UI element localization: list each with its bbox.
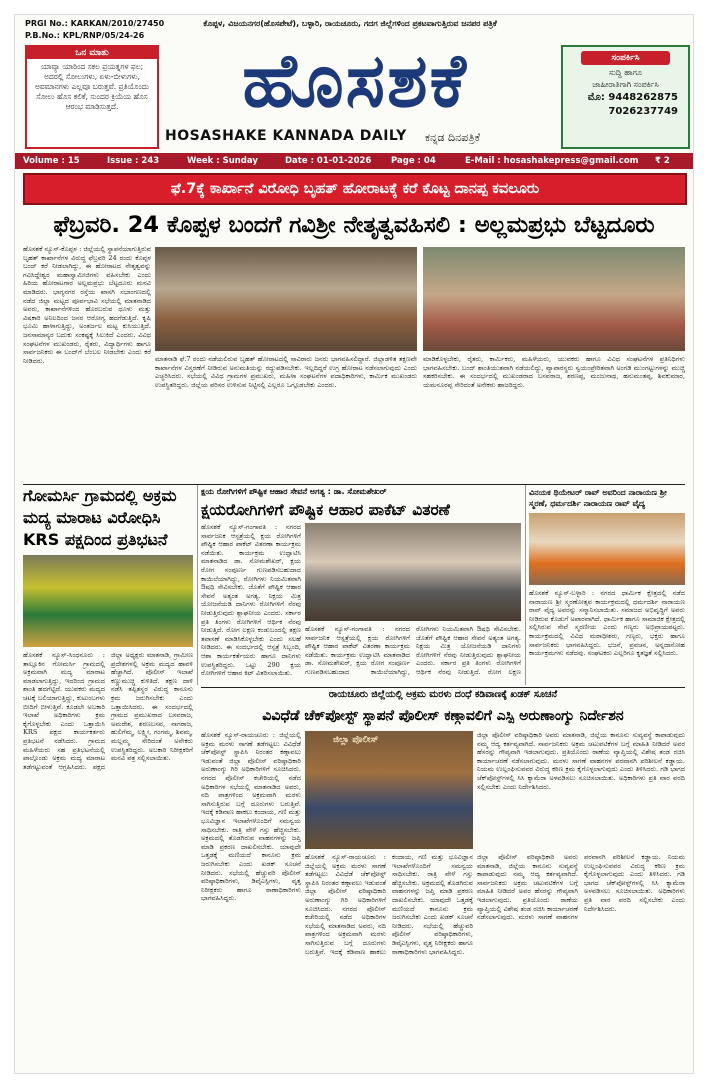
police-board-text: ಜಿಲ್ಲಾ ಪೊಲೀಸ್ [333, 735, 379, 745]
price: ₹ 2 [655, 156, 670, 166]
column-divider [197, 485, 198, 685]
masthead-title: ಹೊಸಶಕೆ [242, 38, 468, 124]
police-headline: ವಿವಿಧೆಡೆ ಚೆಕ್‌ಪೋಸ್ಟ್ ಸ್ಥಾಪನೆ ಪೊಲೀಸ್ ಕಣ್ಗಾವಲಿಗೆ ಎಸ್ಪಿ ಅರುಣಾಂಗ್ಶು ನಿರ್ದೇಶನ [262, 708, 624, 724]
column-divider [525, 485, 526, 685]
tb-story-continued: ಹೊಸಶಕೆ ನ್ಯೂಸ್-ಗಂಗಾವತಿ : ನಗರದ ಸಾರ್ವಜನಿಕ ಆಸ್ಪತ್ರೆಯಲ್ಲಿ ಕ್ಷಯ ರೋಗಿಗಳಿಗೆ ಪೌಷ್ಟಿಕ ಆಹಾರ ಪಾಕೆಟ್ ವಿತರಣಾ ಕಾರ್ಯಕ್ರಮ ನಡೆಯಿತು. ಕಾರ್ಯಕ್ರಮ ಉದ್ಘಾಟಿಸಿ ಮಾತನಾಡಿದ ಡಾ. ಸೋಮಶೇಖರ್, ಕ್ಷಯ ರೋಗ ಸಂಪೂರ್ಣ ಗುಣಪಡಿಸಬಹುದಾದ ಕಾಯಿಲೆಯಾಗಿದ್ದು, ರೋಗಿಗಳು ನಿಯಮಿತವಾಗಿ ಔಷಧಿ ಸೇವಿಸಬೇಕು. ಜೊತೆಗೆ ಪೌಷ್ಟಿಕ ಆಹಾರ ಸೇವನೆ ಅತ್ಯಂತ ಅಗತ್ಯ. ನಿಕ್ಷಯ ಮಿತ್ರ ಯೋಜನೆಯಡಿ ದಾನಿಗಳು ರೋಗಿಗಳಿಗೆ ನೆರವು ನೀಡುತ್ತಿರುವುದು ಶ್ಲಾಘನೀಯ ಎಂದರು. ಸರ್ಕಾರ ಪ್ರತಿ ತಿಂಗಳು ರೋಗಿಗಳಿಗೆ ಆರ್ಥಿಕ ನೆರವು ನೀಡುತ್ತಿದೆ. ರೋಗ ಲಕ್ಷಣ [305, 625, 521, 676]
lead-photo-stage [155, 247, 417, 351]
volume: Volume : 15 [23, 156, 80, 166]
police-story-col3: ಜಿಲ್ಲಾ ಪೊಲೀಸ್ ವರಿಷ್ಠಾಧಿಕಾರಿ ಅವರು ಮಾತನಾಡಿ, ಜಿಲ್ಲೆಯ ಕಾನೂನು ಸುವ್ಯವಸ್ಥೆ ಕಾಪಾಡುವುದು ನಮ್ಮ ಆದ್ಯ ಕರ್ತವ್ಯವಾಗಿದೆ. ಸಾರ್ವಜನಿಕರು ಅಕ್ರಮ ಚಟುವಟಿಕೆಗಳ ಬಗ್ಗೆ ಮಾಹಿತಿ ನೀಡಿದರೆ ಅವರ ಹೆಸರನ್ನು ಗೌಪ್ಯವಾಗಿ ಇಡಲಾಗುವುದು. ಪ್ರತಿಯೊಂದು ಠಾಣೆಯ ವ್ಯಾಪ್ತಿಯಲ್ಲಿ ವಿಶೇಷ ತಂಡ ರಚಿಸಿ ಕಾರ್ಯಾಚರಣೆ ನಡೆಸಲಾಗುವುದು. ಮರಳು ಸಾಗಣೆ ವಾಹನಗಳ ಪರವಾನಗಿ ಪರಿಶೀಲನೆ ಕಡ್ಡಾಯ. ನಿಯಮ ಉಲ್ಲಂಘಿಸುವವರ ವಿರುದ್ಧ ಕಠಿಣ ಕ್ರಮ ಕೈಗೊಳ್ಳಲಾಗುವುದು ಎಂದು ತಿಳಿಸಿದರು. ಗಡಿ ಭಾಗದ ಚೆಕ್‌ಪೋಸ್ಟ್‌ಗಳಲ್ಲಿ ಸಿಸಿ ಕ್ಯಾಮೆರಾ ಅಳವಡಿಸಲು ಸೂಚಿಸಲಾಯಿತು. ಅಧಿಕಾರಿಗಳು ಪ್ರತಿ ವಾರ ವರದಿ ಸಲ್ಲಿಸಬೇಕು ಎಂದು ನಿರ್ದೇಶಿಸಿದರು. [477, 853, 685, 922]
masthead-tagline: ಕನ್ನಡ ದಿನಪತ್ರಿಕೆ [425, 131, 481, 144]
date: Date : 01-01-2026 [285, 156, 372, 166]
district-strip: ಕೊಪ್ಪಳ, ವಿಜಯನಗರ(ಹೊಸಪೇಟೆ), ಬಳ್ಳಾರಿ, ರಾಯಚೂರು, ಗದಗ ಜಿಲ್ಲೆಗಳಿಂದ ಪ್ರಕಟವಾಗುತ್ತಿರುವ ಜನಪರ ಪತ್ರಿಕೆ [203, 19, 497, 28]
police-story-col2: ಹೊಸಶಕೆ ನ್ಯೂಸ್-ರಾಯಚೂರು : ಜಿಲ್ಲೆಯಲ್ಲಿ ಅಕ್ರಮ ಮರಳು ಸಾಗಣೆ ತಡೆಗಟ್ಟಲು ವಿವಿಧೆಡೆ ಚೆಕ್‌ಪೋಸ್ಟ್ ಸ್ಥಾಪಿಸಿ ನಿರಂತರ ಕಣ್ಗಾವಲು ಇಡುವಂತೆ ಜಿಲ್ಲಾ ಪೊಲೀಸ್ ವರಿಷ್ಠಾಧಿಕಾರಿ ಅರುಣಾಂಗ್ಶು ಗಿರಿ ಅಧಿಕಾರಿಗಳಿಗೆ ಸೂಚಿಸಿದರು. ನಗರದ ಪೊಲೀಸ್ ಕಚೇರಿಯಲ್ಲಿ ನಡೆದ ಅಧಿಕಾರಿಗಳ ಸಭೆಯಲ್ಲಿ ಮಾತನಾಡಿದ ಅವರು, ನದಿ ಪಾತ್ರಗಳಿಂದ ಅಕ್ರಮವಾಗಿ ಮರಳು ಸಾಗಿಸುತ್ತಿರುವ ಬಗ್ಗೆ ದೂರುಗಳು ಬರುತ್ತಿವೆ. ಇದಕ್ಕೆ ಕಡಿವಾಣ ಹಾಕಲು ಕಂದಾಯ, ಗಣಿ ಮತ್ತು ಭೂವಿಜ್ಞಾನ ಇಲಾಖೆಗಳೊಂದಿಗೆ ಸಮನ್ವಯ ಸಾಧಿಸಬೇಕು. ರಾತ್ರಿ ವೇಳೆ ಗಸ್ತು ಹೆಚ್ಚಿಸಬೇಕು. ಅಕ್ರಮದಲ್ಲಿ ತೊಡಗಿರುವ ವಾಹನಗಳನ್ನು ಜಪ್ತಿ ಮಾಡಿ ಪ್ರಕರಣ ದಾಖಲಿಸಬೇಕು. ಯಾವುದೇ ಒತ್ತಡಕ್ಕೆ ಮಣಿಯದೆ ಕಾನೂನು ಕ್ರಮ ಜರುಗಿಸಬೇಕು ಎಂದು ಖಡಕ್ ಸೂಚನೆ ನೀಡಿದರು. ಸಭೆಯಲ್ಲಿ ಹೆಚ್ಚುವರಿ ಪೊಲೀಸ್ ವರಿಷ್ಠಾಧಿಕಾರಿಗಳು, ಡಿವೈಎಸ್ಪಿಗಳು, ವೃತ್ತ ನಿರೀಕ್ಷಕರು ಹಾಗೂ ಠಾಣಾಧಿಕಾರಿಗಳು ಭಾಗವಹಿಸಿದ್ದರು. [305, 853, 473, 956]
quote-box-text: ಯಾವ್ಯಾ ಯಾರಿಂದ ಸಕಲ ಪ್ರಯತ್ನಗಳ ಫಲ; ಅದರಲ್ಲಿ ಸೋಲುಗಳು, ಏಳು-ಬೀಳುಗಳು, ಅವಮಾನಗಳು ಎಲ್ಲವೂ ಬರುತ್ತವೆ. ಪ್ರತಿಯೊಂದು ಸೋಲು ಹೊಸ ಕಲಿಕೆ, ಸುಂದರ ಕ್ರಿಯೆಯ ಹೊಸ ಆರಂಭ ಮಾಡಿಸುತ್ತದೆ. [34, 62, 150, 111]
week: Week : Sunday [187, 156, 258, 166]
right-story-headline: ವಿನಯಕ ಥಿಯೇಟರ್ ರಾವ್ ಅವರಿಂದ ನಾರಾಯಣ ಶ್ರೀ ಸ್ಮರಣೆ, ಧರ್ಮದರ್ಶಿ ನಾರಾಯಣ ರಾವ್ ವೈದ್ಯ [529, 488, 667, 508]
quote-box [25, 45, 159, 149]
email: E-Mail : hosashakepress@gmail.com [465, 156, 639, 166]
quote-box-title: ಒನ ಮಾತು [27, 47, 157, 59]
issue: Issue : 243 [107, 156, 160, 166]
police-story-col1: ಹೊಸಶಕೆ ನ್ಯೂಸ್-ರಾಯಚೂರು : ಜಿಲ್ಲೆಯಲ್ಲಿ ಅಕ್ರಮ ಮರಳು ಸಾಗಣೆ ತಡೆಗಟ್ಟಲು ವಿವಿಧೆಡೆ ಚೆಕ್‌ಪೋಸ್ಟ್ ಸ್ಥಾಪಿಸಿ ನಿರಂತರ ಕಣ್ಗಾವಲು ಇಡುವಂತೆ ಜಿಲ್ಲಾ ಪೊಲೀಸ್ ವರಿಷ್ಠಾಧಿಕಾರಿ ಅರುಣಾಂಗ್ಶು ಗಿರಿ ಅಧಿಕಾರಿಗಳಿಗೆ ಸೂಚಿಸಿದರು. ನಗರದ ಪೊಲೀಸ್ ಕಚೇರಿಯಲ್ಲಿ ನಡೆದ ಅಧಿಕಾರಿಗಳ ಸಭೆಯಲ್ಲಿ ಮಾತನಾಡಿದ ಅವರು, ನದಿ ಪಾತ್ರಗಳಿಂದ ಅಕ್ರಮವಾಗಿ ಮರಳು ಸಾಗಿಸುತ್ತಿರುವ ಬಗ್ಗೆ ದೂರುಗಳು ಬರುತ್ತಿವೆ. ಇದಕ್ಕೆ ಕಡಿವಾಣ ಹಾಕಲು ಕಂದಾಯ, ಗಣಿ ಮತ್ತು ಭೂವಿಜ್ಞಾನ ಇಲಾಖೆಗಳೊಂದಿಗೆ ಸಮನ್ವಯ ಸಾಧಿಸಬೇಕು. ರಾತ್ರಿ ವೇಳೆ ಗಸ್ತು ಹೆಚ್ಚಿಸಬೇಕು. ಅಕ್ರಮದಲ್ಲಿ ತೊಡಗಿರುವ ವಾಹನಗಳನ್ನು ಜಪ್ತಿ ಮಾಡಿ ಪ್ರಕರಣ ದಾಖಲಿಸಬೇಕು. ಯಾವುದೇ ಒತ್ತಡಕ್ಕೆ ಮಣಿಯದೆ ಕಾನೂನು ಕ್ರಮ ಜರುಗಿಸಬೇಕು ಎಂದು ಖಡಕ್ ಸೂಚನೆ ನೀಡಿದರು. ಸಭೆಯಲ್ಲಿ ಹೆಚ್ಚುವರಿ ಪೊಲೀಸ್ ವರಿಷ್ಠಾಧಿಕಾರಿಗಳು, ಡಿವೈಎಸ್ಪಿಗಳು, ವೃತ್ತ ನಿರೀಕ್ಷಕರು ಹಾಗೂ ಠಾಣಾಧಿಕಾರಿಗಳು ಭಾಗವಹಿಸಿದ್ದರು. [201, 731, 301, 903]
issue-info-bar [15, 153, 693, 169]
krs-story-body: ಹೊಸಶಕೆ ನ್ಯೂಸ್-ಸಿಂಧನೂರು : ತಾಲ್ಲೂಕಿನ ಗೋಮರ್ಸಿ ಗ್ರಾಮದಲ್ಲಿ ಅಕ್ರಮವಾಗಿ ಮದ್ಯ ಮಾರಾಟ ಮಾಡಲಾಗುತ್ತಿದ್ದು, ಇದರಿಂದ ಗ್ರಾಮದ ಶಾಂತಿ ಹದಗೆಟ್ಟಿದೆ. ಯುವಕರು ಮದ್ಯದ ಚಟಕ್ಕೆ ಬಲಿಯಾಗುತ್ತಿದ್ದು, ಕುಟುಂಬಗಳು ಬೀದಿಗೆ ಬೀಳುತ್ತಿವೆ. ಕೂಡಲೇ ಅಬಕಾರಿ ಇಲಾಖೆ ಅಧಿಕಾರಿಗಳು ಕ್ರಮ ಕೈಗೊಳ್ಳಬೇಕು ಎಂದು ಒತ್ತಾಯಿಸಿ KRS ಪಕ್ಷದ ಕಾರ್ಯಕರ್ತರು ಪ್ರತಿಭಟನೆ ನಡೆಸಿದರು. ಗ್ರಾಮದ ಮಹಿಳೆಯರು ಸಹ ಪ್ರತಿಭಟನೆಯಲ್ಲಿ ಪಾಲ್ಗೊಂಡು ಅಕ್ರಮ ಮದ್ಯ ಮಾರಾಟ ತಡೆಗಟ್ಟುವಂತೆ ಆಗ್ರಹಿಸಿದರು. ಪಕ್ಷದ ಜಿಲ್ಲಾ ಅಧ್ಯಕ್ಷರು ಮಾತನಾಡಿ, ಗ್ರಾಮೀಣ ಪ್ರದೇಶಗಳಲ್ಲಿ ಅಕ್ರಮ ಮದ್ಯದ ಹಾವಳಿ ಹೆಚ್ಚಾಗಿದೆ. ಪೊಲೀಸ್ ಇಲಾಖೆ ಕಣ್ಣುಮುಚ್ಚಿ ಕುಳಿತಿದೆ. ತಕ್ಷಣ ದಾಳಿ ನಡೆಸಿ ತಪ್ಪಿತಸ್ಥರ ವಿರುದ್ಧ ಕಾನೂನು ಕ್ರಮ ಜರುಗಿಸಬೇಕು ಎಂದು ಒತ್ತಾಯಿಸಿದರು. ಈ ಸಂದರ್ಭದಲ್ಲಿ ಗ್ರಾಮದ ಪ್ರಮುಖರಾದ ಬಸವರಾಜ, ಅಮರೇಶ, ಶರಣಬಸವ, ನಾಗರಾಜ, ಹುಲಿಗೆಮ್ಮ, ಲಕ್ಷ್ಮೀ, ಗಂಗಮ್ಮ, ಶಿವಮ್ಮ, ಮಲ್ಲಮ್ಮ ಸೇರಿದಂತೆ ಅನೇಕರು ಉಪಸ್ಥಿತರಿದ್ದರು. ಅಬಕಾರಿ ನಿರೀಕ್ಷಕರಿಗೆ ಮನವಿ ಪತ್ರ ಸಲ್ಲಿಸಲಾಯಿತು. [23, 651, 193, 771]
newspaper-page [14, 14, 694, 1074]
contact-line-1: ಸುದ್ದಿ ಹಾಗೂ [608, 68, 643, 77]
police-kicker: ರಾಯಚೂರು ಜಿಲ್ಲೆಯಲ್ಲಿ ಅಕ್ರಮ ಮರಳು ದಂಧೆ ಕಡಿವಾಣಕ್ಕೆ ಖಡಕ್ ಸೂಚನೆ [328, 689, 558, 700]
lead-photo-audience [423, 247, 685, 351]
right-story-body: ಹೊಸಶಕೆ ನ್ಯೂಸ್-ಬಳ್ಳಾರಿ : ನಗರದ ಧಾರ್ಮಿಕ ಕ್ಷೇತ್ರದಲ್ಲಿ ನಡೆದ ನಾರಾಯಣ ಶ್ರೀ ಸ್ಮರಣೋತ್ಸವ ಕಾರ್ಯಕ್ರಮದಲ್ಲಿ ಧರ್ಮದರ್ಶಿ ನಾರಾಯಣ ರಾವ್ ವೈದ್ಯ ಅವರನ್ನು ಸನ್ಮಾನಿಸಲಾಯಿತು. ಸಮಾಜದ ಅಭಿವೃದ್ಧಿಗೆ ಅವರು ನೀಡಿರುವ ಕೊಡುಗೆ ಅಪಾರವಾಗಿದೆ. ಧಾರ್ಮಿಕ ಹಾಗೂ ಸಾಮಾಜಿಕ ಕ್ಷೇತ್ರದಲ್ಲಿ ಸಲ್ಲಿಸಿರುವ ಸೇವೆ ಸ್ಮರಣೀಯ ಎಂದು ಗಣ್ಯರು ಅಭಿಪ್ರಾಯಪಟ್ಟರು. ಕಾರ್ಯಕ್ರಮದಲ್ಲಿ ವಿವಿಧ ಮಠಾಧೀಶರು, ಗಣ್ಯರು, ಭಕ್ತರು ಹಾಗೂ ಸಾರ್ವಜನಿಕರು ಭಾಗವಹಿಸಿದ್ದರು. ಭಜನೆ, ಪ್ರವಚನ, ಅನ್ನದಾಸೋಹ ಕಾರ್ಯಕ್ರಮಗಳು ನಡೆದವು. ಸಂಘಟಕರು ಎಲ್ಲರಿಗೂ ಕೃತಜ್ಞತೆ ಸಲ್ಲಿಸಿದರು. [529, 589, 685, 658]
registration-number: PRGI No.: KARKAN/2010/27450 [25, 19, 165, 28]
contact-phone-2: 7026237749 [608, 106, 678, 117]
lead-story-right: ಮಾಡಿಕೊಳ್ಳಬೇಕು, ರೈತರು, ಕಾರ್ಮಿಕರು, ಮಹಿಳೆಯರು, ಯುವಕರು ಹಾಗೂ ವಿವಿಧ ಸಂಘಟನೆಗಳ ಪ್ರತಿನಿಧಿಗಳು ಭಾಗವಹಿಸಬೇಕು. ಬಂದ್ ಶಾಂತಿಯುತವಾಗಿ ನಡೆಯಲಿದ್ದು, ವ್ಯಾಪಾರಸ್ಥರು ಸ್ವಯಂಪ್ರೇರಿತವಾಗಿ ಅಂಗಡಿ ಮುಂಗಟ್ಟುಗಳನ್ನು ಮುಚ್ಚಿ ಸಹಕರಿಸಬೇಕು. ಈ ಸಂದರ್ಭದಲ್ಲಿ ಮುಖಂಡರಾದ ಬಸವರಾಜ, ಶರಣಪ್ಪ, ಮಂಜುನಾಥ, ಹನುಮಂತಪ್ಪ, ಶಿವಕುಮಾರ, ಯಮನೂರಪ್ಪ ಸೇರಿದಂತೆ ಅನೇಕರು ಹಾಜರಿದ್ದರು. [423, 355, 685, 389]
lead-story-mid: ಮಾತನಾಡಿ ಫೆ.7 ರಂದು ನಡೆಯಲಿರುವ ಬೃಹತ್ ಹೋರಾಟದಲ್ಲಿ ಸಾವಿರಾರು ಜನರು ಭಾಗವಹಿಸಲಿದ್ದಾರೆ. ಜಿಲ್ಲಾಡಳಿತ ತಕ್ಷಣವೇ ಕಾರ್ಖಾನೆಗಳ ವಿಸ್ತರಣೆಗೆ ನೀಡಿರುವ ಅನುಮತಿಯನ್ನು ರದ್ದುಪಡಿಸಬೇಕು. ಇಲ್ಲದಿದ್ದರೆ ಉಗ್ರ ಹೋರಾಟ ನಡೆಸಲಾಗುವುದು ಎಂದು ಎಚ್ಚರಿಸಿದರು. ಸಭೆಯಲ್ಲಿ ವಿವಿಧ ಗ್ರಾಮಗಳ ಪ್ರಮುಖರು, ಮಹಿಳಾ ಸಂಘಟನೆಗಳ ಪದಾಧಿಕಾರಿಗಳು, ಕಾರ್ಮಿಕ ಮುಖಂಡರು ಉಪಸ್ಥಿತರಿದ್ದರು. ಜಿಲ್ಲೆಯ ಪರಿಸರ ಉಳಿಸುವ ನಿಟ್ಟಿನಲ್ಲಿ ಎಲ್ಲರೂ ಒಗ್ಗೂಡಬೇಕು ಎಂದರು. [155, 355, 417, 389]
police-story-box: ಜಿಲ್ಲಾ ಪೊಲೀಸ್ ವರಿಷ್ಠಾಧಿಕಾರಿ ಅವರು ಮಾತನಾಡಿ, ಜಿಲ್ಲೆಯ ಕಾನೂನು ಸುವ್ಯವಸ್ಥೆ ಕಾಪಾಡುವುದು ನಮ್ಮ ಆದ್ಯ ಕರ್ತವ್ಯವಾಗಿದೆ. ಸಾರ್ವಜನಿಕರು ಅಕ್ರಮ ಚಟುವಟಿಕೆಗಳ ಬಗ್ಗೆ ಮಾಹಿತಿ ನೀಡಿದರೆ ಅವರ ಹೆಸರನ್ನು ಗೌಪ್ಯವಾಗಿ ಇಡಲಾಗುವುದು. ಪ್ರತಿಯೊಂದು ಠಾಣೆಯ ವ್ಯಾಪ್ತಿಯಲ್ಲಿ ವಿಶೇಷ ತಂಡ ರಚಿಸಿ ಕಾರ್ಯಾಚರಣೆ ನಡೆಸಲಾಗುವುದು. ಮರಳು ಸಾಗಣೆ ವಾಹನಗಳ ಪರವಾನಗಿ ಪರಿಶೀಲನೆ ಕಡ್ಡಾಯ. ನಿಯಮ ಉಲ್ಲಂಘಿಸುವವರ ವಿರುದ್ಧ ಕಠಿಣ ಕ್ರಮ ಕೈಗೊಳ್ಳಲಾಗುವುದು ಎಂದು ತಿಳಿಸಿದರು. ಗಡಿ ಭಾಗದ ಚೆಕ್‌ಪೋಸ್ಟ್‌ಗಳಲ್ಲಿ ಸಿಸಿ ಕ್ಯಾಮೆರಾ ಅಳವಡಿಸಲು ಸೂಚಿಸಲಾಯಿತು. ಅಧಿಕಾರಿಗಳು ಪ್ರತಿ ವಾರ ವರದಿ ಸಲ್ಲಿಸಬೇಕು ಎಂದು ನಿರ್ದೇಶಿಸಿದರು. [477, 731, 685, 791]
tb-food-distribution-photo [305, 523, 521, 621]
masthead-english: HOSASHAKE KANNADA DAILY [165, 128, 407, 144]
lead-headline: ಫೆಬ್ರವರಿ. 24 ಕೊಪ್ಪಳ ಬಂದಗೆ ಗವಿಶ್ರೀ ನೇತೃತ್ವವಹಿಸಲಿ : ಅಲ್ಲಮಪ್ರಭು ಬೆಟ್ಟದೂರು [53, 212, 655, 238]
postal-registration: P.B.No.: KPL/RNP/05/24-26 [25, 31, 145, 40]
krs-protest-photo [23, 555, 193, 647]
felicitation-photo [529, 513, 685, 585]
contact-box [561, 45, 690, 149]
police-meeting-photo [305, 731, 473, 849]
tb-kicker: ಕ್ಷಯ ರೋಗಿಗಳಿಗೆ ಪೌಷ್ಟಿಕ ಆಹಾರ ಸೇವನೆ ಅಗತ್ಯ : ಡಾ. ಸೋಮಶೇಖರ್ [201, 487, 387, 496]
tb-story-body: ಹೊಸಶಕೆ ನ್ಯೂಸ್-ಗಂಗಾವತಿ : ನಗರದ ಸಾರ್ವಜನಿಕ ಆಸ್ಪತ್ರೆಯಲ್ಲಿ ಕ್ಷಯ ರೋಗಿಗಳಿಗೆ ಪೌಷ್ಟಿಕ ಆಹಾರ ಪಾಕೆಟ್ ವಿತರಣಾ ಕಾರ್ಯಕ್ರಮ ನಡೆಯಿತು. ಕಾರ್ಯಕ್ರಮ ಉದ್ಘಾಟಿಸಿ ಮಾತನಾಡಿದ ಡಾ. ಸೋಮಶೇಖರ್, ಕ್ಷಯ ರೋಗ ಸಂಪೂರ್ಣ ಗುಣಪಡಿಸಬಹುದಾದ ಕಾಯಿಲೆಯಾಗಿದ್ದು, ರೋಗಿಗಳು ನಿಯಮಿತವಾಗಿ ಔಷಧಿ ಸೇವಿಸಬೇಕು. ಜೊತೆಗೆ ಪೌಷ್ಟಿಕ ಆಹಾರ ಸೇವನೆ ಅತ್ಯಂತ ಅಗತ್ಯ. ನಿಕ್ಷಯ ಮಿತ್ರ ಯೋಜನೆಯಡಿ ದಾನಿಗಳು ರೋಗಿಗಳಿಗೆ ನೆರವು ನೀಡುತ್ತಿರುವುದು ಶ್ಲಾಘನೀಯ ಎಂದರು. ಸರ್ಕಾರ ಪ್ರತಿ ತಿಂಗಳು ರೋಗಿಗಳಿಗೆ ಆರ್ಥಿಕ ನೆರವು ನೀಡುತ್ತಿದೆ. ರೋಗ ಲಕ್ಷಣ ಕಂಡುಬಂದಲ್ಲಿ ತಕ್ಷಣ ತಪಾಸಣೆ ಮಾಡಿಸಿಕೊಳ್ಳಬೇಕು ಎಂದು ಸಲಹೆ ನೀಡಿದರು. ಈ ಸಂದರ್ಭದಲ್ಲಿ ಆಸ್ಪತ್ರೆ ಸಿಬ್ಬಂದಿ, ಆಶಾ ಕಾರ್ಯಕರ್ತೆಯರು ಹಾಗೂ ದಾನಿಗಳು ಉಪಸ್ಥಿತರಿದ್ದರು. ಒಟ್ಟು 290 ಕ್ಷಯ ರೋಗಿಗಳಿಗೆ ಆಹಾರ ಕಿಟ್ ವಿತರಿಸಲಾಯಿತು. [201, 523, 301, 678]
contact-line-2: ಜಾಹೀರಾತಿಗಾಗಿ ಸಂಪರ್ಕಿಸಿ [592, 80, 659, 89]
contact-box-title: ಸಂಪರ್ಕಿಸಿ [581, 51, 670, 65]
top-banner-headline: ಫೆ.7ಕ್ಕೆ ಕಾರ್ಖಾನೆ ವಿರೋಧಿ ಬೃಹತ್ ಹೋರಾಟಕ್ಕೆ ಕರೆ ಕೊಟ್ಟ ದಾನಪ್ಪ ಕವಲೂರು [23, 173, 687, 205]
lead-story-left: ಹೊಸಶಕೆ ನ್ಯೂಸ್-ಕೊಪ್ಪಳ : ಜಿಲ್ಲೆಯಲ್ಲಿ ಸ್ಥಾಪನೆಯಾಗುತ್ತಿರುವ ಬೃಹತ್ ಕಾರ್ಖಾನೆಗಳ ವಿರುದ್ಧ ಫೆಬ್ರವರಿ 24 ರಂದು ಕೊಪ್ಪಳ ಬಂದ್ ಕರೆ ನೀಡಲಾಗಿದ್ದು, ಈ ಹೋರಾಟದ ನೇತೃತ್ವವನ್ನು ಗವಿಸಿದ್ದೇಶ್ವರ ಮಹಾಸ್ವಾಮೀಜಿಗಳು ವಹಿಸಬೇಕು ಎಂದು ಹಿರಿಯ ಹೋರಾಟಗಾರ ಅಲ್ಲಮಪ್ರಭು ಬೆಟ್ಟದೂರು ಮನವಿ ಮಾಡಿದರು. ಭಾಗ್ಯನಗರ ರಸ್ತೆಯ ಖಾಸಗಿ ಸಭಾಂಗಣದಲ್ಲಿ ನಡೆದ ಜಿಲ್ಲಾ ಮಟ್ಟದ ಪೂರ್ವಭಾವಿ ಸಭೆಯಲ್ಲಿ ಮಾತನಾಡಿದ ಅವರು, ಕಾರ್ಖಾನೆಗಳಿಂದ ಹೊರಬರುವ ಧೂಳು ಮತ್ತು ವಿಷಕಾರಿ ಅನಿಲದಿಂದ ಜನರ ಆರೋಗ್ಯ ಹದಗೆಡುತ್ತಿದೆ. ಕೃಷಿ ಭೂಮಿ ಹಾಳಾಗುತ್ತಿದ್ದು, ಅಂತರ್ಜಲ ಮಟ್ಟ ಕುಸಿಯುತ್ತಿದೆ. ಜನಸಾಮಾನ್ಯರ ಬದುಕು ಸಂಕಷ್ಟಕ್ಕೆ ಸಿಲುಕಿದೆ ಎಂದರು. ವಿವಿಧ ಸಂಘಟನೆಗಳ ಮುಖಂಡರು, ರೈತರು, ವಿದ್ಯಾರ್ಥಿಗಳು ಹಾಗೂ ಸಾರ್ವಜನಿಕರು ಈ ಬಂದ್‌ಗೆ ಬೆಂಬಲ ನೀಡಬೇಕು ಎಂದು ಕರೆ ನೀಡಿದರು. [23, 245, 151, 365]
section-divider [201, 687, 685, 688]
contact-phone-1: ಮೊ: 9448262875 [587, 92, 678, 103]
krs-headline: ಗೋಮರ್ಸಿ ಗ್ರಾಮದಲ್ಲಿ ಅಕ್ರಮ ಮದ್ಯ ಮಾರಾಟ ವಿರೋಧಿಸಿ KRS ಪಕ್ಷದಿಂದ ಪ್ರತಿಭಟನೆ [23, 486, 177, 549]
tb-headline: ಕ್ಷಯರೋಗಿಗಳಿಗೆ ಪೌಷ್ಟಿಕ ಆಹಾರ ಪಾಕೆಟ್ ವಿತರಣೆ [201, 501, 450, 519]
page-number: Page : 04 [391, 156, 436, 166]
